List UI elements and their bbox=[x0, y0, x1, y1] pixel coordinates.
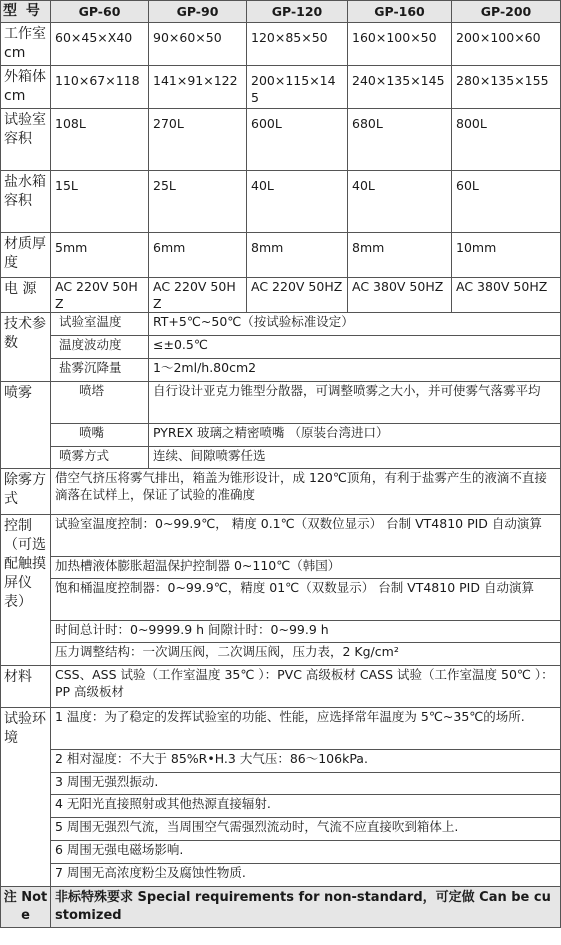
spec-value: 160×100×50 bbox=[348, 23, 452, 66]
spray-name: 喷嘴 bbox=[51, 424, 149, 447]
note-text: 非标特殊要求 Special requirements for non-standard，可定做 Can be customized bbox=[51, 887, 561, 928]
spec-value: 280×135×155 bbox=[452, 66, 561, 109]
spec-value: 25L bbox=[149, 171, 247, 233]
spec-value: AC 380V 50HZ bbox=[348, 278, 452, 313]
spec-value: AC 220V 50HZ bbox=[149, 278, 247, 313]
spec-value: AC 380V 50HZ bbox=[452, 278, 561, 313]
spray-row bbox=[1, 382, 561, 424]
section-label: 技术参数 bbox=[1, 313, 51, 382]
header-label: 型 号 bbox=[1, 1, 51, 23]
spray-value: 连续、间隙喷雾任选 bbox=[149, 447, 561, 469]
environment-row bbox=[1, 841, 561, 864]
row-label: 盐水箱容积 bbox=[1, 171, 51, 233]
spec-value: AC 220V 50HZ bbox=[247, 278, 348, 313]
param-value: RT+5℃~50℃（按试验标准设定） bbox=[149, 313, 561, 336]
fog-removal-row bbox=[1, 469, 561, 515]
environment-row bbox=[1, 864, 561, 887]
control-row bbox=[1, 621, 561, 643]
spec-row-chamber-volume bbox=[1, 109, 561, 171]
tech-param-row bbox=[1, 336, 561, 359]
spec-row-outer-box bbox=[1, 66, 561, 109]
model-name: GP-160 bbox=[348, 1, 452, 23]
spray-name: 喷雾方式 bbox=[51, 447, 149, 469]
model-name: GP-60 bbox=[51, 1, 149, 23]
environment-row bbox=[1, 773, 561, 795]
control-row bbox=[1, 515, 561, 557]
spec-value: 60×45×X40 bbox=[51, 23, 149, 66]
spec-value: 40L bbox=[348, 171, 452, 233]
spray-value: PYREX 玻璃之精密喷嘴 （原装台湾进口） bbox=[149, 424, 561, 447]
spec-value: 8mm bbox=[348, 233, 452, 278]
tech-param-row bbox=[1, 313, 561, 336]
spec-value: 240×135×145 bbox=[348, 66, 452, 109]
row-label: 材质厚度 bbox=[1, 233, 51, 278]
spec-value: 600L bbox=[247, 109, 348, 171]
environment-text: 5 周围无强烈气流，当周围空气需强烈流动时，气流不应直接吹到箱体上. bbox=[51, 818, 561, 841]
environment-row bbox=[1, 795, 561, 818]
spray-value: 自行设计亚克力锥型分散器，可调整喷雾之大小，并可使雾气落雾平均 bbox=[149, 382, 561, 424]
tech-param-row bbox=[1, 359, 561, 382]
param-value: 1～2ml/h.80cm2 bbox=[149, 359, 561, 382]
section-label: 材料 bbox=[1, 666, 51, 708]
spec-value: 108L bbox=[51, 109, 149, 171]
param-value: ≤±0.5℃ bbox=[149, 336, 561, 359]
environment-row bbox=[1, 818, 561, 841]
control-text: 压力调整结构：一次调压阀，二次调压阀，压力表，2 Kg/cm² bbox=[51, 643, 561, 666]
section-label: 喷雾 bbox=[1, 382, 51, 469]
spec-value: 15L bbox=[51, 171, 149, 233]
note-row bbox=[1, 887, 561, 928]
control-text: 饱和桶温度控制器：0~99.9℃，精度 01℃（双数显示） 台制 VT4810 PID 自动演算 bbox=[51, 579, 561, 621]
model-name: GP-200 bbox=[452, 1, 561, 23]
spray-name: 喷塔 bbox=[51, 382, 149, 424]
spec-value: 6mm bbox=[149, 233, 247, 278]
environment-text: 2 相对湿度：不大于 85%R•H.3 大气压：86～106kPa. bbox=[51, 750, 561, 773]
spec-value: 200×100×60 bbox=[452, 23, 561, 66]
environment-text: 6 周围无强电磁场影响. bbox=[51, 841, 561, 864]
row-label: 试验室容积 bbox=[1, 109, 51, 171]
spec-row-material-thickness bbox=[1, 233, 561, 278]
spray-row bbox=[1, 447, 561, 469]
section-label: 除雾方式 bbox=[1, 469, 51, 515]
spec-row-brine-tank bbox=[1, 171, 561, 233]
section-label: 试验环境 bbox=[1, 708, 51, 887]
environment-text: 4 无阳光直接照射或其他热源直接辐射. bbox=[51, 795, 561, 818]
spec-value: 680L bbox=[348, 109, 452, 171]
spec-value: 40L bbox=[247, 171, 348, 233]
control-text: 加热槽液体膨胀超温保护控制器 0~110℃（韩国） bbox=[51, 557, 561, 579]
spec-value: 110×67×118 bbox=[51, 66, 149, 109]
material-text: CSS、ASS 试验（工作室温度 35℃ ）：PVC 高级板材 CASS 试验（工作室温度 50℃ ）：PP 高级板材 bbox=[51, 666, 561, 708]
material-row bbox=[1, 666, 561, 708]
note-label: 注 Note bbox=[1, 887, 51, 928]
spec-value: 10mm bbox=[452, 233, 561, 278]
environment-text: 7 周围无高浓度粉尘及腐蚀性物质. bbox=[51, 864, 561, 887]
environment-text: 1 温度：为了稳定的发挥试验室的功能、性能，应选择常年温度为 5℃~35℃的场所. bbox=[51, 708, 561, 750]
param-name: 试验室温度 bbox=[51, 313, 149, 336]
row-label: 工作室 cm bbox=[1, 23, 51, 66]
row-label: 电 源 bbox=[1, 278, 51, 313]
spec-value: 800L bbox=[452, 109, 561, 171]
control-text: 时间总计时：0~9999.9 h 间隙计时：0~99.9 h bbox=[51, 621, 561, 643]
spec-value: 8mm bbox=[247, 233, 348, 278]
spec-row-workroom bbox=[1, 23, 561, 66]
spray-row bbox=[1, 424, 561, 447]
control-row bbox=[1, 643, 561, 666]
model-name: GP-90 bbox=[149, 1, 247, 23]
environment-text: 3 周围无强烈振动. bbox=[51, 773, 561, 795]
model-name: GP-120 bbox=[247, 1, 348, 23]
param-name: 温度波动度 bbox=[51, 336, 149, 359]
section-label: 控制（可选配触摸屏仪表） bbox=[1, 515, 51, 666]
spec-row-power bbox=[1, 278, 561, 313]
control-text: 试验室温度控制：0~99.9℃， 精度 0.1℃（双数位显示） 台制 VT4810 PID 自动演算 bbox=[51, 515, 561, 557]
fog-removal-text: 借空气挤压将雾气排出，箱盖为锥形设计，成 120℃顶角，有利于盐雾产生的液滴不直接滴落在试样上，保证了试验的准确度 bbox=[51, 469, 561, 515]
environment-row bbox=[1, 750, 561, 773]
spec-value: 5mm bbox=[51, 233, 149, 278]
spec-value: 200×115×145 bbox=[247, 66, 348, 109]
spec-value: 270L bbox=[149, 109, 247, 171]
spec-value: 141×91×122 bbox=[149, 66, 247, 109]
param-name: 盐雾沉降量 bbox=[51, 359, 149, 382]
spec-value: 60L bbox=[452, 171, 561, 233]
header-row bbox=[1, 1, 561, 23]
environment-row bbox=[1, 708, 561, 750]
spec-value: 90×60×50 bbox=[149, 23, 247, 66]
control-row bbox=[1, 579, 561, 621]
control-row bbox=[1, 557, 561, 579]
spec-value: AC 220V 50HZ bbox=[51, 278, 149, 313]
spec-value: 120×85×50 bbox=[247, 23, 348, 66]
row-label: 外箱体 cm bbox=[1, 66, 51, 109]
